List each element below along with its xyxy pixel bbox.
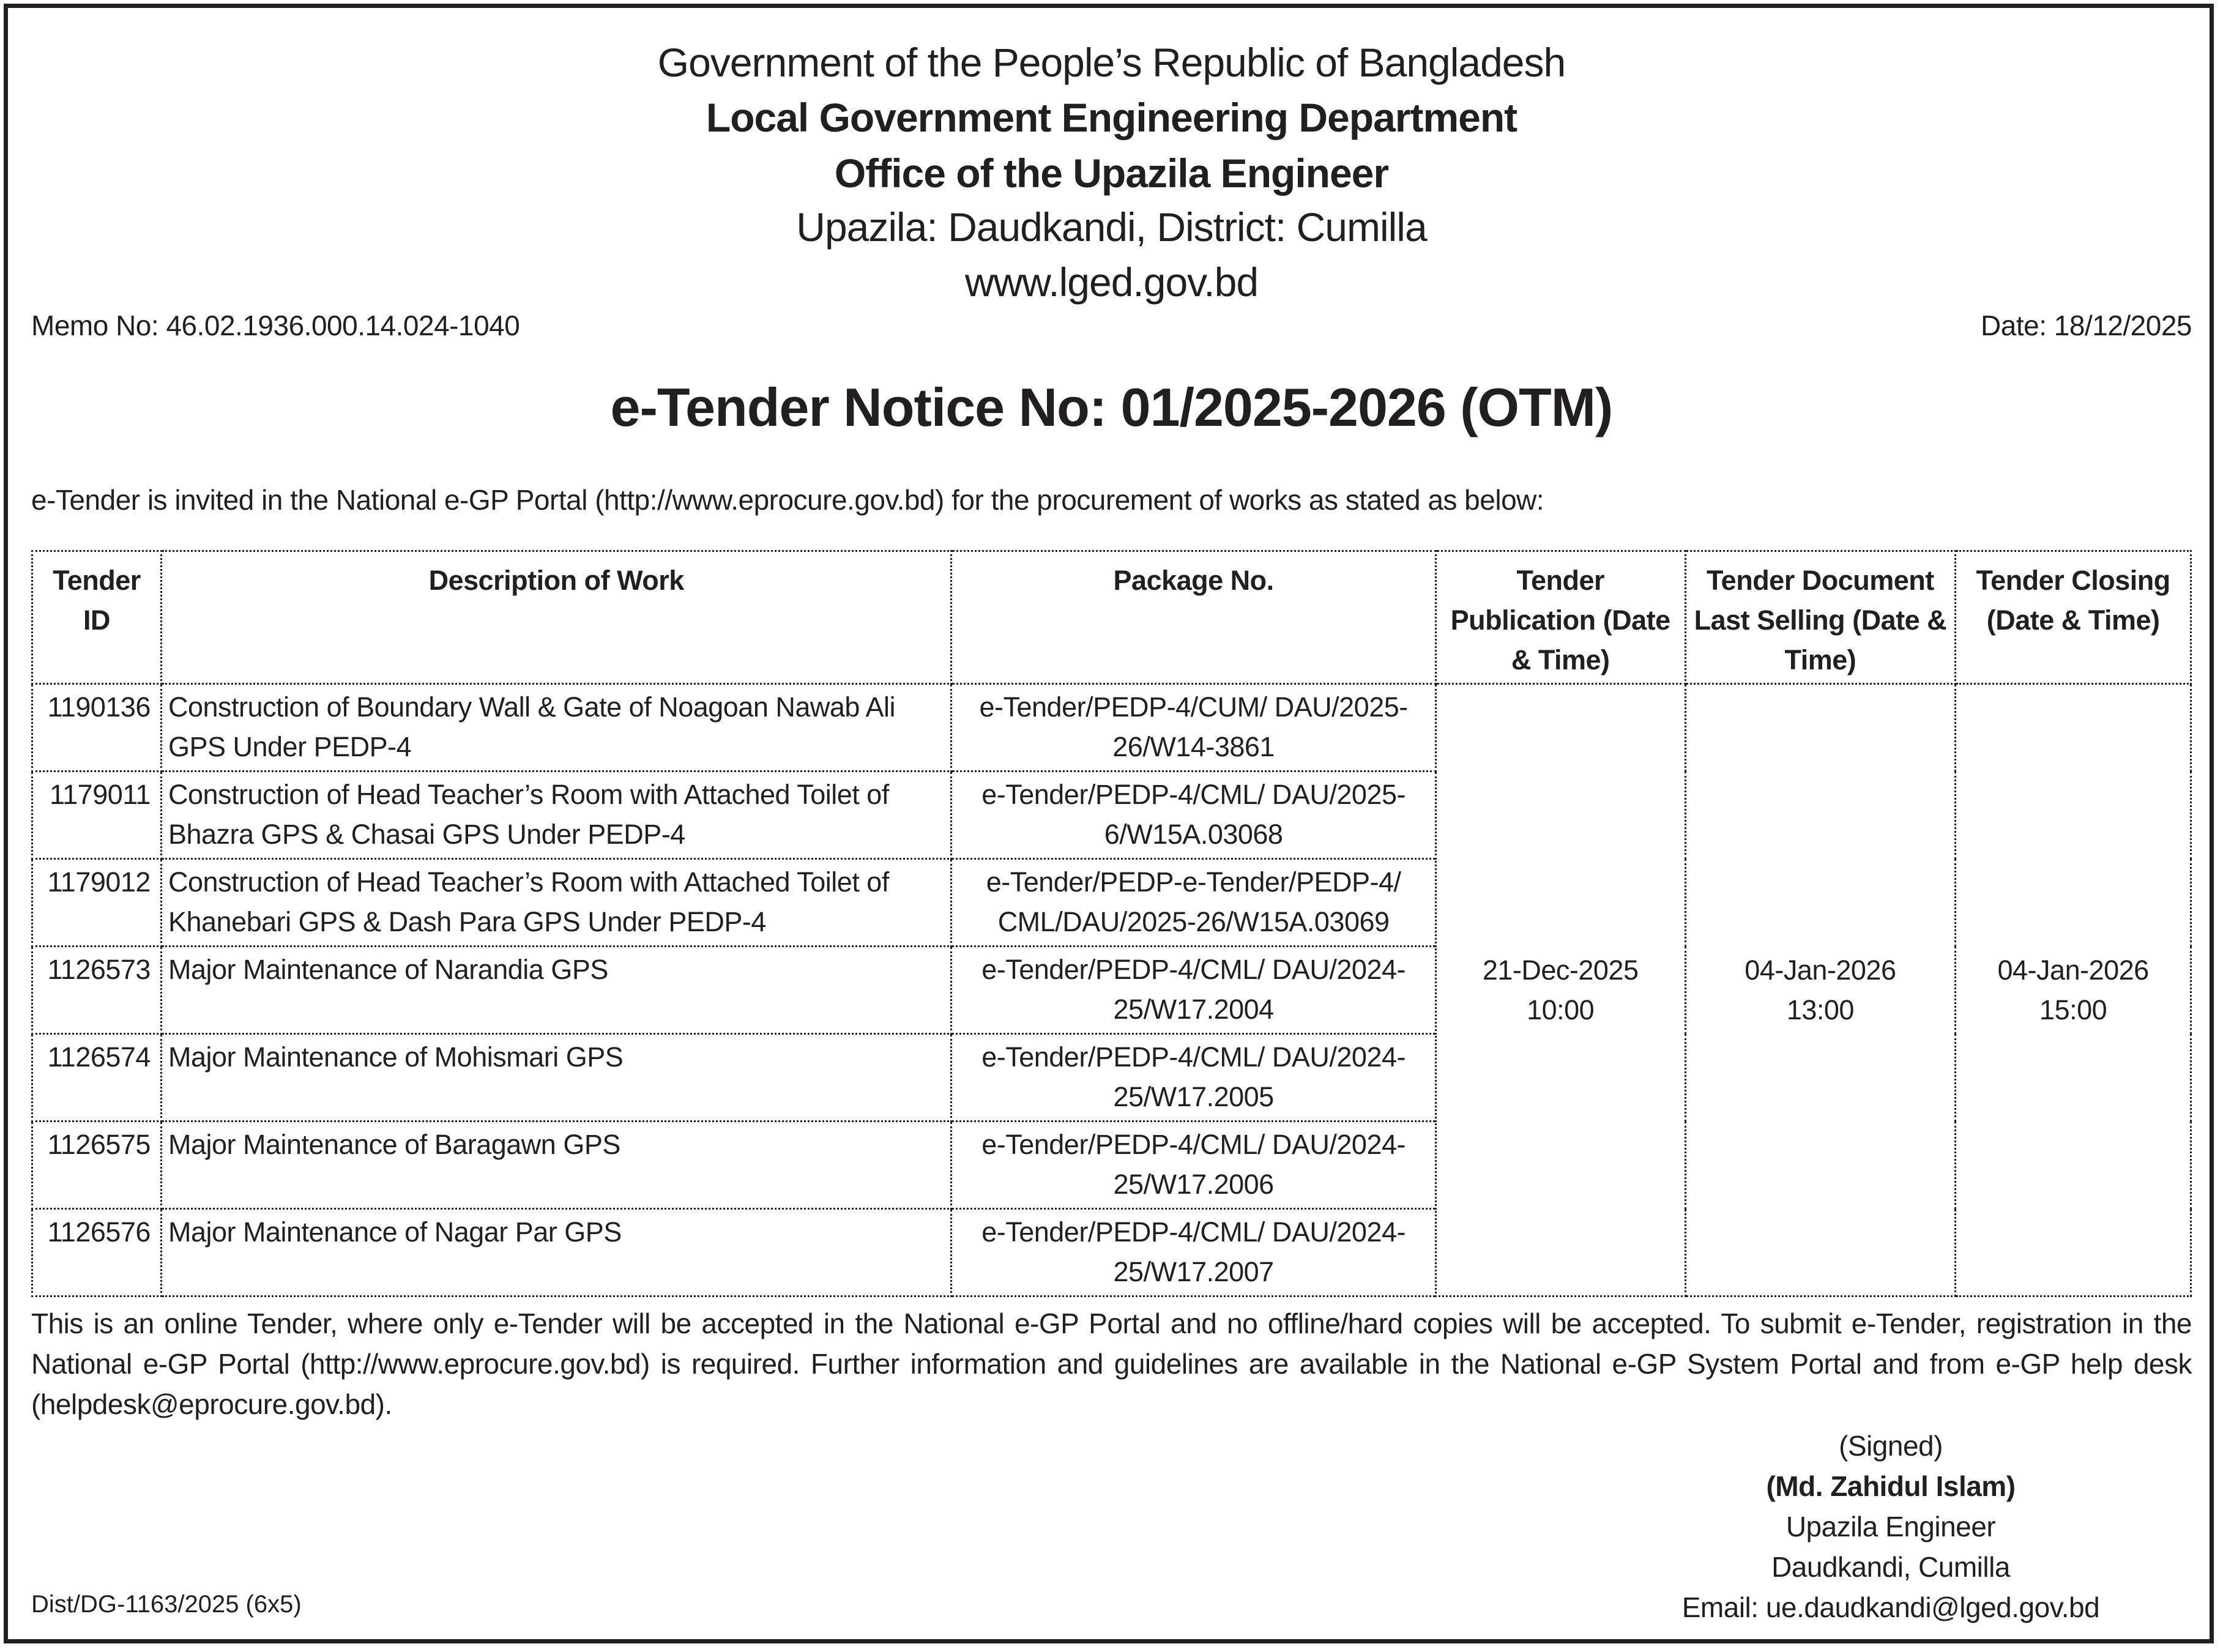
department-line: Local Government Engineering Department	[706, 95, 1517, 140]
table-row	[32, 684, 2191, 772]
tender-id: 1126573	[32, 947, 162, 1034]
tender-id: 1190136	[32, 684, 162, 772]
package-number: e-Tender/PEDP-4/CML/ DAU/2024-25/W17.2007	[951, 1209, 1435, 1297]
work-description: Construction of Head Teacher’s Room with Attached Toilet of Bhazra GPS & Chasai GPS Under PEDP-4	[161, 772, 951, 859]
tender-id: 1179012	[32, 859, 162, 947]
work-description: Major Maintenance of Mohismari GPS	[161, 1034, 951, 1122]
header-closing: Tender Closing (Date & Time)	[1956, 551, 2191, 684]
signature-block	[1652, 1426, 2129, 1628]
signatory-email: Email: ue.daudkandi@lged.gov.bd	[1681, 1591, 2100, 1623]
package-number: e-Tender/PEDP-e-Tender/PEDP-4/ CML/DAU/2025-26/W15A.03069	[951, 859, 1435, 947]
last-selling-date-time-date: 04-Jan-2026	[1745, 954, 1896, 986]
package-number: e-Tender/PEDP-4/CML/ DAU/2025-6/W15A.03068	[951, 772, 1435, 859]
signatory-location: Daudkandi, Cumilla	[1771, 1551, 2010, 1583]
tender-id: 1126576	[32, 1209, 162, 1297]
header-package: Package No.	[951, 551, 1435, 684]
work-description: Major Maintenance of Narandia GPS	[161, 947, 951, 1034]
package-number: e-Tender/PEDP-4/CML/ DAU/2024-25/W17.2005	[951, 1034, 1435, 1122]
tender-table	[31, 550, 2192, 1297]
header-description: Description of Work	[161, 551, 951, 684]
last-selling-date-time	[1685, 684, 1956, 1297]
publication-date-time-time: 10:00	[1527, 994, 1595, 1025]
work-description: Construction of Head Teacher’s Room with Attached Toilet of Khanebari GPS & Dash Para GPS Under PEDP-4	[161, 859, 951, 947]
publication-date-time	[1435, 684, 1685, 1297]
signatory-name: (Md. Zahidul Islam)	[1766, 1470, 2016, 1502]
publication-date-time-date: 21-Dec-2025	[1482, 954, 1639, 986]
notice-date: Date: 18/12/2025	[1981, 310, 2192, 341]
location-line: Upazila: Daudkandi, District: Cumilla	[796, 204, 1427, 250]
tender-id: 1126575	[32, 1122, 162, 1209]
work-description: Construction of Boundary Wall & Gate of Noagoan Nawab Ali GPS Under PEDP-4	[161, 684, 951, 772]
intro-text: e-Tender is invited in the National e-GP Portal (http://www.eprocure.gov.bd) for the procurement of works as stated as below:	[31, 484, 1544, 516]
footer-text: This is an online Tender, where only e-Tender will be accepted in the National e-GP Portal and no offline/hard copies will be accepted. To submit e-Tender, registration in the National e-GP Portal (http://www.eprocure.gov.bd) is required. Further information and guidelines are available in the National e-GP System Portal and from e-GP help desk (helpdesk@eprocure.gov.bd).	[31, 1308, 2192, 1420]
memo-number: Memo No: 46.02.1936.000.14.024-1040	[31, 310, 520, 341]
header-tender-id: Tender ID	[32, 551, 162, 684]
website-link[interactable]: www.lged.gov.bd	[964, 259, 1259, 305]
closing-date-time	[1956, 684, 2191, 1297]
government-line: Government of the People’s Republic of Bangladesh	[657, 40, 1566, 85]
notice-title: e-Tender Notice No: 01/2025-2026 (OTM)	[610, 377, 1613, 437]
package-number: e-Tender/PEDP-4/CML/ DAU/2024-25/W17.2004	[951, 947, 1435, 1034]
last-selling-date-time-time: 13:00	[1786, 994, 1854, 1025]
package-number: e-Tender/PEDP-4/CML/ DAU/2024-25/W17.2006	[951, 1122, 1435, 1209]
office-line: Office of the Upazila Engineer	[834, 151, 1389, 196]
header-last-selling: Tender Document Last Selling (Date & Time)	[1685, 551, 1956, 684]
closing-date-time-time: 15:00	[2039, 994, 2107, 1025]
tender-id: 1179011	[32, 772, 162, 859]
header-publication: Tender Publication (Date & Time)	[1435, 551, 1685, 684]
tender-id: 1126574	[32, 1034, 162, 1122]
work-description: Major Maintenance of Nagar Par GPS	[161, 1209, 951, 1297]
distribution-code: Dist/DG-1163/2025 (6x5)	[31, 1591, 302, 1618]
signatory-designation: Upazila Engineer	[1785, 1511, 1996, 1542]
work-description: Major Maintenance of Baragawn GPS	[161, 1122, 951, 1209]
signed-label: (Signed)	[1839, 1430, 1943, 1462]
closing-date-time-date: 04-Jan-2026	[1997, 954, 2149, 986]
table-header-row	[32, 551, 2191, 684]
package-number: e-Tender/PEDP-4/CUM/ DAU/2025-26/W14-3861	[951, 684, 1435, 772]
